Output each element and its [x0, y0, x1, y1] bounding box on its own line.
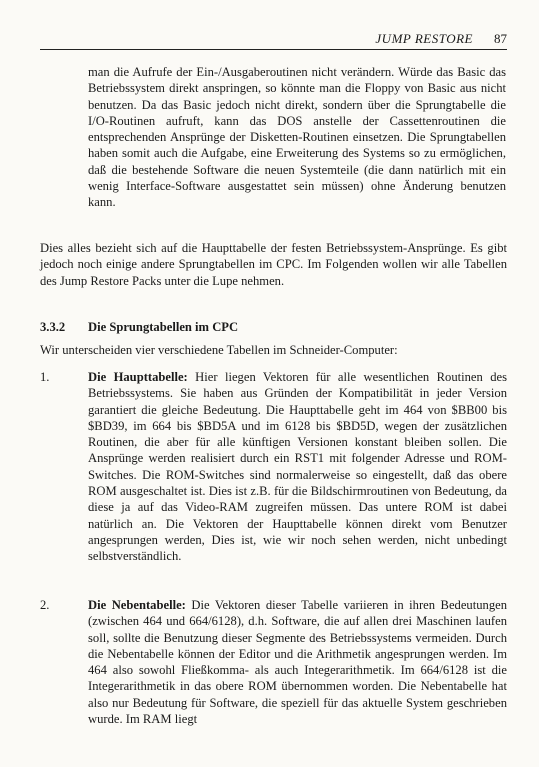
section-title: Die Sprungtabellen im CPC	[88, 320, 239, 334]
list-item-term: Die Nebentabelle:	[88, 598, 186, 612]
list-item-term: Die Haupttabelle:	[88, 370, 188, 384]
page-header	[40, 29, 507, 50]
list-marker: 2.	[40, 598, 50, 612]
running-head: JUMP RESTORE	[375, 31, 473, 46]
list-item-body	[88, 597, 507, 727]
section-number: 3.3.2	[40, 320, 66, 334]
section-heading	[40, 320, 238, 335]
page-number: 87	[494, 31, 507, 46]
list-item-text: Die Vektoren dieser Tabelle variieren in ihren Bedeutungen (zwischen 464 und 664/6128), d.h. Software, die auf allen drei Maschinen laufen soll, sollte die Benutzung dieser Segmente des Betriebssystems vermeiden. Durch die Nebentabelle können der Editor und die Arithmetik angesprungen werden. Im 464 also sowohl Fließkomma- als auch Integerarithmetik. Im 664/6128 ist die Integerarithmetik in das obere ROM übernommen worden. Die Nebentabelle hat also nur Bedeutung für Software, die speziell für das aktuelle System geschrieben wurde. Im RAM liegt	[88, 598, 507, 727]
list-item-body	[88, 369, 507, 565]
intro-paragraph: man die Aufrufe der Ein-/Ausgaberoutinen nicht verändern. Würde das Basic das Betriebssystem direkt anspringen, so könnte man die Floppy von Basic aus nicht benutzen. Da das Basic jedoch nicht direkt, sondern über die Sprungtabelle die I/O-Routinen aufruft, kann das DOS anstelle der Cassettenroutinen die entsprechenden Ansprünge der Disketten-Routinen einsetzen. Die Sprungtabellen haben somit auch die Aufgabe, eine Erweiterung des Systems so zu ermöglichen, daß die bestehende Software die neuen Systemteile (die dann natürlich mit ein wenig Interface-Software ausgestattet sein müssen) ohne Änderung benutzen kann.	[88, 65, 506, 210]
lead-sentence: Wir unterscheiden vier verschiedene Tabellen im Schneider-Computer:	[40, 343, 398, 357]
list-marker: 1.	[40, 370, 50, 384]
summary-paragraph: Dies alles bezieht sich auf die Haupttabelle der festen Betriebssystem-Ansprünge. Es gibt jedoch noch einige andere Sprungtabellen im CPC. Im Folgenden wollen wir alle Tabellen des Jump Restore Packs unter die Lupe nehmen.	[40, 241, 507, 288]
list-item-text: Hier liegen Vektoren für alle wesentlichen Routinen des Betriebssystems. Sie haben aus Gründen der Kompatibilität in jeder Version garantiert die gleiche Bedeutung. Die Haupttabelle geht im 464 von $BB00 bis $BD39, im 664 bis $BD5A und im 6128 bis $BD5D, wegen der zusätzlichen Routinen, die aber für alle künftigen Versionen konstant bleiben sollen. Die Ansprünge werden realisiert durch ein RST1 mit folgender Adresse und ROM-Switches. Die ROM-Switches sind normalerweise so eingestellt, daß das obere ROM ausgeschaltet ist. Dies ist z.B. für die Bildschirmroutinen von Bedeutung, da diese ja auf das Video-RAM zugreifen müssen. Das untere ROM ist dabei natürlich an. Die Vektoren der Haupttabelle können direkt vom Benutzer angesprungen werden, Dies ist, wie wir noch sehen werden, nicht unbedingt selbstverständlich.	[88, 370, 507, 564]
